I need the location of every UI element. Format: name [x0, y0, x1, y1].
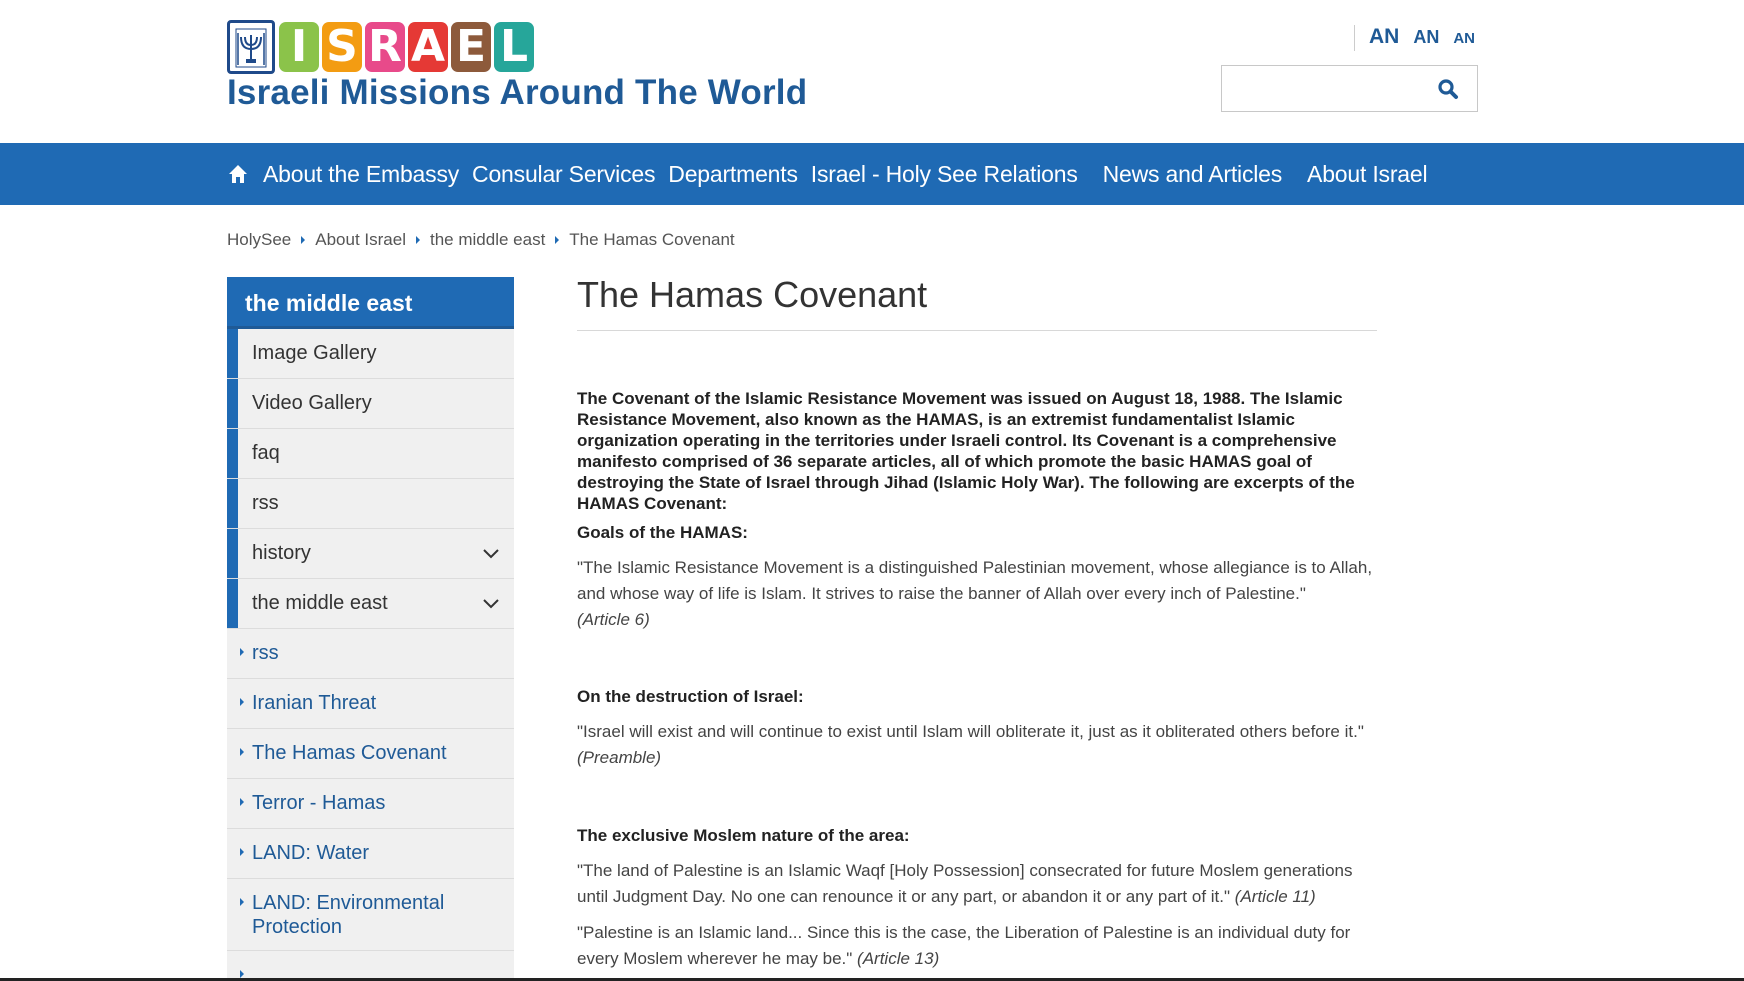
quote-citation: (Preamble)	[577, 748, 662, 767]
sidebar-subitem-label: LAND: Environmental Protection	[252, 892, 445, 938]
site-header	[0, 0, 1744, 143]
quote-text: "Palestine is an Islamic land... Since this is the case, the Liberation of Palestine is an individual duty for every Moslem wherever he may be."	[577, 923, 1351, 968]
sidebar-subitem-label: Terror - Hamas	[252, 792, 386, 814]
site-title[interactable]: Israeli Missions Around The World	[227, 73, 808, 112]
wordmark-letter: R	[365, 22, 405, 72]
chevron-down-icon[interactable]	[482, 595, 500, 613]
breadcrumb-link[interactable]: HolySee	[227, 230, 292, 249]
breadcrumb-separator-icon	[555, 236, 559, 244]
wordmark-letter: E	[451, 22, 491, 72]
sidebar-subitem-label: Iranian Threat	[252, 692, 377, 714]
sidebar-item-rss[interactable]	[227, 479, 514, 529]
intro-paragraph: The Covenant of the Islamic Resistance Movement was issued on August 18, 1988. The Islamic Resistance Movement, also known as the HAMAS, is an extremist fundamentalist Islamic organization operating in the territories under Israeli control. Its Covenant is a comprehensive manifesto comprised of 36 separate articles, all of which promote the basic HAMAS goal of destroying the State of Israel through Jihad (Islamic Holy War). The following are excerpts of the HAMAS Covenant:	[577, 389, 1355, 513]
quote-citation: (Article 13)	[857, 949, 940, 968]
sidebar-item-label: history	[252, 542, 311, 564]
sidebar-subitem-label: rss	[252, 642, 279, 664]
nav-item-about-israel[interactable]: About Israel	[1307, 160, 1428, 187]
sidebar-title: the middle east	[227, 277, 514, 329]
wordmark-letter: A	[408, 22, 448, 72]
page-title: The Hamas Covenant	[577, 274, 1377, 331]
wordmark-letter: L	[494, 22, 534, 72]
breadcrumb-separator-icon	[301, 236, 305, 244]
section-heading: Goals of the HAMAS:	[577, 523, 748, 542]
quote-paragraph	[577, 555, 1377, 633]
breadcrumb-current: The Hamas Covenant	[569, 230, 735, 249]
font-size-medium-button[interactable]: AN	[1413, 27, 1440, 47]
quote-paragraph	[577, 920, 1377, 972]
sidebar-item-label: faq	[252, 442, 280, 464]
sidebar-item-faq[interactable]	[227, 429, 514, 479]
sidebar-subitem-label: LAND: Water	[252, 842, 370, 864]
main-content	[577, 274, 1377, 972]
sidebar-subitem-hamas-covenant[interactable]	[227, 729, 514, 779]
sidebar-subitem-more[interactable]	[227, 951, 514, 981]
quote-text: "The land of Palestine is an Islamic Waqf [Holy Possession] consecrated for future Moslem generations until Judgment Day. No one can renounce it or any part, or abandon it or any part of it."	[577, 861, 1353, 906]
sidebar-item-image-gallery[interactable]	[227, 329, 514, 379]
font-size-switcher	[1354, 25, 1475, 51]
font-size-small-button[interactable]: AN	[1453, 30, 1476, 47]
section-heading: On the destruction of Israel:	[577, 687, 804, 706]
sidebar-subitem-terror-hamas[interactable]	[227, 779, 514, 829]
wordmark-letter: S	[322, 22, 362, 72]
sidebar-item-label: Video Gallery	[252, 392, 372, 414]
sidebar-item-label: rss	[252, 492, 279, 514]
sidebar-item-label: Image Gallery	[252, 342, 377, 364]
sidebar-subitem-land-water[interactable]	[227, 829, 514, 879]
sidebar-item-video-gallery[interactable]	[227, 379, 514, 429]
search-box	[1221, 65, 1478, 112]
chevron-down-icon[interactable]	[482, 545, 500, 563]
nav-item-consular-services[interactable]: Consular Services	[472, 160, 656, 187]
nav-item-departments[interactable]: Departments	[668, 160, 798, 187]
nav-item-holy-see-relations[interactable]: Israel - Holy See Relations	[810, 160, 1078, 187]
quote-citation: (Article 6)	[577, 610, 650, 629]
search-input[interactable]	[1222, 66, 1432, 111]
sidebar-item-middle-east[interactable]	[227, 579, 514, 629]
breadcrumb-link[interactable]: About Israel	[315, 230, 406, 249]
quote-citation: (Article 11)	[1234, 887, 1316, 906]
quote-paragraph	[577, 858, 1377, 910]
nav-item-about-embassy[interactable]: About the Embassy	[263, 160, 460, 187]
quote-paragraph	[577, 719, 1377, 771]
breadcrumb	[227, 230, 735, 250]
sidebar	[227, 277, 514, 981]
quote-text: "The Islamic Resistance Movement is a distinguished Palestinian movement, whose allegiance is to Allah, and whose way of life is Islam. It strives to raise the banner of Allah over every inch of Palestine."	[577, 558, 1373, 603]
wordmark-letter: I	[279, 22, 319, 72]
sidebar-subitem-rss[interactable]	[227, 629, 514, 679]
sidebar-item-label: the middle east	[252, 592, 388, 614]
israel-wordmark	[279, 22, 537, 72]
home-icon[interactable]	[227, 163, 249, 185]
breadcrumb-separator-icon	[416, 236, 420, 244]
nav-item-news-articles[interactable]: News and Articles	[1102, 160, 1283, 187]
section-heading: The exclusive Moslem nature of the area:	[577, 826, 910, 845]
site-logo[interactable]	[227, 20, 537, 74]
sidebar-subitem-label: The Hamas Covenant	[252, 742, 447, 764]
breadcrumb-link[interactable]: the middle east	[430, 230, 546, 249]
search-icon[interactable]	[1437, 78, 1459, 100]
main-nav	[0, 143, 1744, 205]
state-emblem-icon	[227, 20, 275, 74]
sidebar-subitem-land-environmental[interactable]	[227, 879, 514, 951]
font-size-large-button[interactable]: AN	[1369, 25, 1400, 48]
sidebar-subitem-iranian-threat[interactable]	[227, 679, 514, 729]
quote-text: "Israel will exist and will continue to exist until Islam will obliterate it, just as it obliterated others before it."	[577, 722, 1364, 741]
sidebar-item-history[interactable]	[227, 529, 514, 579]
